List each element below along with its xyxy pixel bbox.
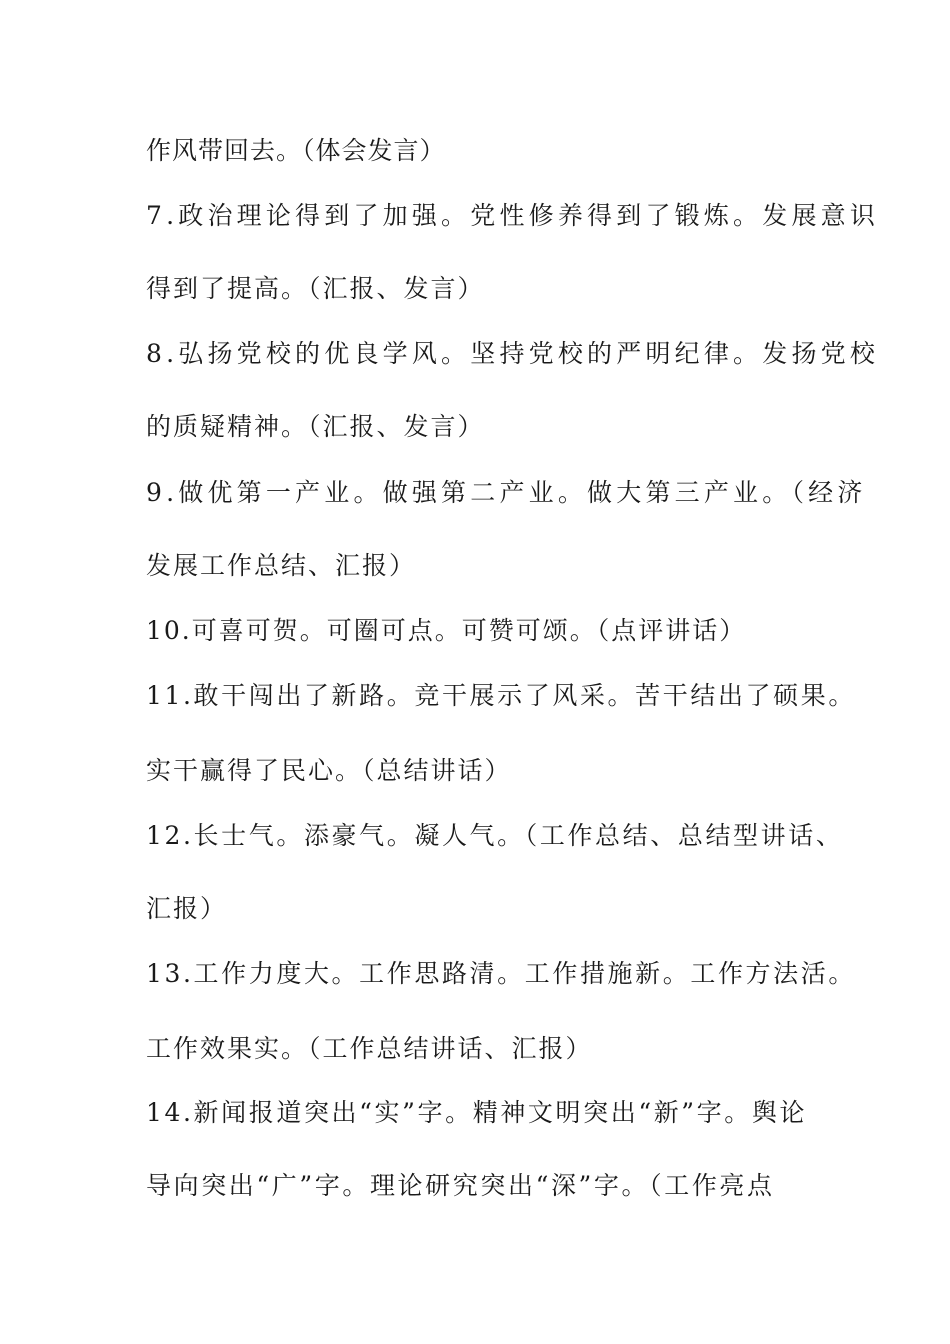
text-line: 汇报）: [146, 894, 228, 923]
text-line: 10.可喜可贺。可圈可点。可赞可颂。（点评讲话）: [146, 616, 747, 645]
text-line: 发展工作总结、汇报）: [146, 551, 417, 580]
text-line: 14.新闻报道突出“实”字。精神文明突出“新”字。舆论: [146, 1098, 808, 1127]
text-line: 8.弘扬党校的优良学风。坚持党校的严明纪律。发扬党校: [146, 339, 880, 368]
text-line: 12.长士气。添豪气。凝人气。（工作总结、总结型讲话、: [146, 821, 844, 850]
text-line: 导向突出“广”字。理论研究突出“深”字。（工作亮点: [146, 1171, 775, 1200]
text-line: 9.做优第一产业。做强第二产业。做大第三产业。（经济: [146, 478, 867, 507]
text-line: 得到了提高。（汇报、发言）: [146, 274, 485, 303]
text-line: 实干赢得了民心。（总结讲话）: [146, 756, 512, 785]
text-line: 7.政治理论得到了加强。党性修养得到了锻炼。发展意识: [146, 201, 880, 230]
text-line: 的质疑精神。（汇报、发言）: [146, 412, 485, 441]
text-line: 11.敢干闯出了新路。竞干展示了风采。苦干结出了硕果。: [146, 681, 856, 710]
text-line: 工作效果实。（工作总结讲话、汇报）: [146, 1034, 593, 1063]
text-line: 13.工作力度大。工作思路清。工作措施新。工作方法活。: [146, 959, 856, 988]
text-line: 作风带回去。（体会发言）: [146, 136, 446, 165]
